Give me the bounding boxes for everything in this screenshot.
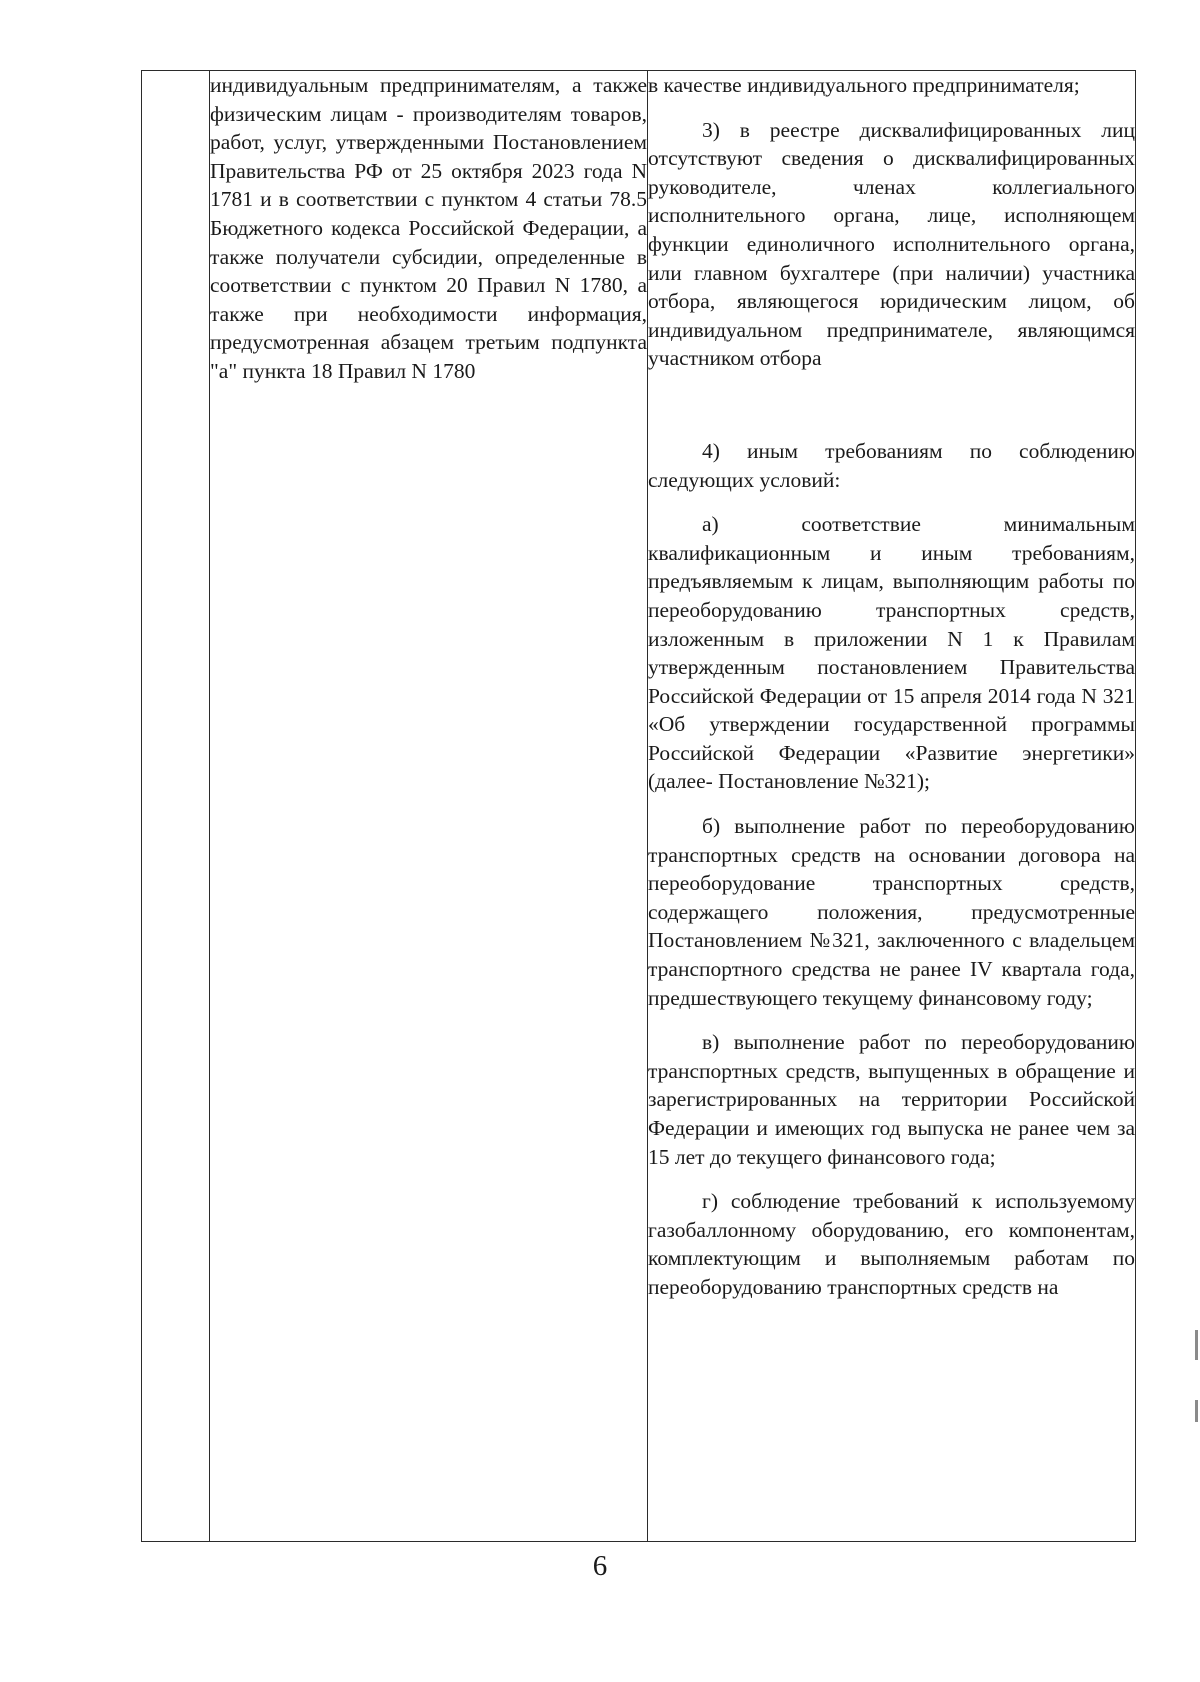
right-paragraph-item-3: 3) в реестре дисквалифицированных лиц отсутствуют сведения о дисквалифицированных руководителе, членах коллегиального исполнительного органа, лице, исполняющем функции единоличного исполнительного органа, или главном бухгалтере (при наличии) участника отбора, являющегося юридическим лицом, об индивидуальном предпринимателе, являющимся участником отбора (648, 117, 1135, 371)
right-paragraph-item-4: 4) иным требованиям по соблюдению следующих условий: (648, 438, 1135, 492)
right-paragraph-item-g: г) соблюдение требований к используемому газобаллонному оборудованию, его компонентам, комплектующим и выполняемым работам по переоборудованию транспортных средств на (648, 1189, 1135, 1299)
right-paragraph-continuation: в качестве индивидуального предпринимателя; (648, 73, 1080, 97)
scan-edge-mark (1195, 1330, 1198, 1360)
right-paragraph-item-b: б) выполнение работ по переоборудованию транспортных средств на основании договора на переоборудование транспортных средств, содержащего положения, предусмотренные Постановлением №321, заключенного с владельцем транспортного средства не ранее IV квартала года, предшествующего текущему финансовому году; (648, 814, 1135, 1010)
left-column-cell (210, 71, 648, 1542)
right-paragraph-item-v: в) выполнение работ по переоборудованию транспортных средств, выпущенных в обращение и зарегистрированных на территории Российской Федерации и имеющих год выпуска не ранее чем за 15 лет до текущего финансового года; (648, 1030, 1135, 1169)
right-paragraph-item-a: а) соответствие минимальным квалификационным и иным требованиям, предъявляемым к лицам, выполняющим работы по переоборудованию транспортных средств, изложенным в приложении N 1 к Правилам утвержденным постановлением Правительства Российской Федерации от 15 апреля 2014 года N 321 «Об утверждении государственной программы Российской Федерации «Развитие энергетики» (далее- Постановление №321); (648, 512, 1135, 794)
page-number: 6 (592, 1550, 608, 1582)
right-column-cell (648, 71, 1136, 1542)
scan-edge-mark (1195, 1400, 1198, 1422)
table-row (142, 71, 1136, 1542)
row-number-cell (142, 71, 210, 1542)
left-paragraph: индивидуальным предпринимателям, а также физическим лицам - производителям товаров, работ, услуг, утвержденными Постановлением Правительства РФ от 25 октября 2023 года N 1781 и в соответствии с пунктом 4 статьи 78.5 Бюджетного кодекса Российской Федерации, а также получатели субсидии, определенные в соответствии с пунктом 20 Правил N 1780, а также при необходимости информация, предусмотренная абзацем третьим подпункта "а" пункта 18 Правил N 1780 (210, 73, 647, 383)
requirements-table (141, 70, 1136, 1542)
